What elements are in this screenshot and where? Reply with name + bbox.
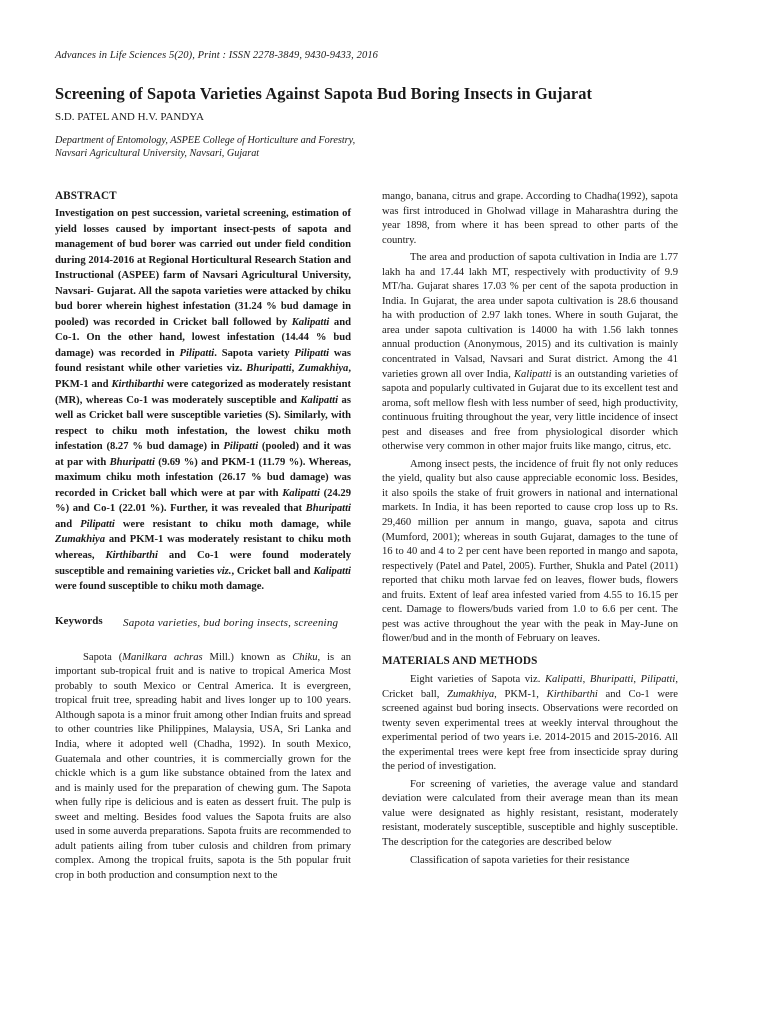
variety-name: Bhuripatti <box>305 503 351 515</box>
area-production-paragraph <box>382 251 678 455</box>
abstract-segment: were categorized as moderately resistant (MR), whereas Co-1 was moderately susceptible and <box>55 379 351 406</box>
abstract-segment: (9.69 %) and PKM-1 (11.79 %). Whereas, maximum chiku moth infestation (26.17 % bud damage) was recorded in Cricket ball which were at par with <box>55 456 352 499</box>
variety-name: Bhuripatti <box>589 673 634 685</box>
abstract-segment: (pooled) and it was at par with <box>55 441 351 468</box>
affiliation-line: Navsari Agricultural University, Navsari, Gujarat <box>55 148 260 159</box>
variety-name: Kalipatti <box>282 487 320 499</box>
abstract-segment: and <box>55 518 81 530</box>
variety-name: Zumakhiya <box>55 534 106 546</box>
abstract-segment: as well as Cricket ball were susceptible varieties (S). Similarly, with respect to chiku moth infestation, the lowest chiku moth infestation (8.27 % bud damage) in <box>55 394 351 453</box>
variety-name: Kalipatti <box>300 394 339 406</box>
latin-abbrev: viz. <box>217 565 232 577</box>
keywords-row <box>55 615 351 631</box>
text-segment: The area and production of sapota cultivation in India are 1.77 lakh ha and 17.44 lakh MT, respectively with productivity of 9.9 MT/ha. Gujarat shares 17.03 % per cent of the sapota production in India. In Gujarat, the area under sapota cultivation is 28.6 thousand ha with production of 2.97 lakh tones. Where in south Gujarat, the area under sapota cultivation is 14000 ha with 1.56 lakh tonnes annual production (Anonymous, 2015) and its cultivation is mainly concentrated in Valsad, Navsari and Surat district. Among the 41 varieties grown all over India, <box>382 252 678 380</box>
text-segment: Eight varieties of Sapota viz. <box>410 673 545 685</box>
left-column <box>55 190 351 883</box>
variety-name: Kalipatti <box>291 316 330 328</box>
variety-name: Bhuripatti <box>109 456 155 468</box>
abstract-segment: (24.29 %) and Co-1 (22.01 %). Further, it was revealed that <box>55 487 352 515</box>
variety-name: Pilipatti <box>640 673 676 685</box>
variety-name: Kalipatti <box>544 673 583 685</box>
text-segment: Mill.) known as <box>202 651 293 663</box>
variety-name: Bhuripatti <box>246 363 292 375</box>
variety-name: Kalipatti <box>313 565 351 577</box>
classification-paragraph: Classification of sapota varieties for their resistance <box>410 854 630 866</box>
text-segment: and Co-1 were screened against bud boring insects. Observations were recorded on twenty seven experimental trees at weekly interval throughout the experimental period of two years i.e. 2014-2015 and 2015-2016. All the experimental trees were kept free from insecticide spray during the period of investigation. <box>382 688 678 773</box>
journal-citation: Advances in Life Sciences 5(20), Print : ISSN 2278-3849, 9430-9433, 2016 <box>55 50 379 61</box>
intro-paragraph <box>55 651 351 884</box>
abstract-segment: was found resistant while other varieties viz. <box>55 347 351 375</box>
abstract-text <box>55 206 351 595</box>
abstract-segment: were resistant to chiku moth damage, while <box>114 518 351 530</box>
keywords-label: Keywords <box>55 614 103 627</box>
paper-title: Screening of Sapota Varieties Against Sapota Bud Boring Insects in Gujarat <box>55 84 593 103</box>
right-column <box>382 190 678 868</box>
variety-name: Kalipatti <box>513 368 552 380</box>
screening-method-paragraph: For screening of varieties, the average value and standard deviation were calculated from their average mean than its mean value were designated as highly resistant, resistant, moderately resistant, moderately susceptible, susceptible and highly susceptible. The description for the categories are described below <box>382 778 678 848</box>
text-segment: , Cricket ball, <box>382 673 679 700</box>
text-segment: Sapota ( <box>83 651 123 663</box>
affiliation-line: Department of Entomology, ASPEE College of Horticulture and Forestry, <box>55 135 356 146</box>
intro-continuation: mango, banana, citrus and grape. According to Chadha(1992), sapota was first introduced in Gholwad village in Maharashtra during the year 1898, from where it has been spread to other parts of the country. <box>382 191 678 246</box>
scientific-name: Manilkara achras <box>122 651 203 663</box>
methods-heading: MATERIALS AND METHODS <box>382 654 538 667</box>
variety-name: Zumakhiya <box>298 363 349 375</box>
variety-name: Pilipatti <box>80 518 115 530</box>
variety-name: Kirthibarthi <box>111 379 164 391</box>
insect-pests-paragraph: Among insect pests, the incidence of fruit fly not only reduces the yield, quality but also cause appreciable economic loss. Besides, it also spoils the stake of fruit growers in national and international markets. In India, it has been reported to cause crop loss up to Rs. 29,460 million per annum in mango, guava, sapota and citrus (Mumford, 2001); whereas in south Gujarat, damages to the tune of 16 to 40 and 4 to 2 per cent have been reported in mango and sapota, respectively (Patel and Patel, 2005). Further, Shukla and Patel (2011) reported that chiku moth larvae fed on leaves, flower buds, flowers and fruits. Extent of leaf area infested varied from 4.55 to 16.15 per cent. Damage to flowers/buds varied from 1.0 to 6.6 per cent. The pest was active throughout the year with the peak in May-June on flower/bud and in the month of February on leaves. <box>382 458 678 645</box>
variety-name: Kirthibarthi <box>105 550 158 562</box>
abstract-segment: and Co-1. On the other hand, lowest infestation (14.44 % bud damage) was recorded in <box>55 316 351 359</box>
affiliation <box>55 134 655 160</box>
abstract-segment: . Sapota variety <box>214 347 295 359</box>
text-segment: , PKM-1, <box>494 688 547 700</box>
abstract-segment: Investigation on pest succession, varietal screening, estimation of yield losses caused by important insect-pests of sapota and management of bud borer was carried out under field condition during 2014-2016 at Regional Horticultural Research Station and Instructional (ASPEE) farm of Navsari Agricultural University, Navsari- Gujarat. All the sapota varieties were attacked by chiku bud borer wherein highest infestation (31.24 % bud damage in pooled) was recorded in Cricket ball followed by <box>55 208 351 328</box>
text-segment: , <box>633 673 641 685</box>
author-line: S.D. PATEL AND H.V. PANDYA <box>55 111 204 123</box>
abstract-segment: and PKM-1 was moderately resistant to chiku moth whereas, <box>55 534 351 562</box>
abstract-segment: were found susceptible to chiku moth damage. <box>55 581 265 593</box>
abstract-heading: ABSTRACT <box>55 190 117 202</box>
text-segment: is an outstanding varieties of sapota and popularly cultivated in Gujarat due to its excellent test and aroma, soft mellow flesh with less number of seed, high productivity, continuous fruiting throughout the year, very little incidence of insect pest and diseases and free from physiological disorder which otherwise very common in other major fruits like mango, citrus, etc. <box>382 368 678 453</box>
abstract-segment: , PKM-1 and <box>55 363 351 391</box>
common-name: Chiku <box>292 651 318 663</box>
variety-name: Kirthibarthi <box>546 688 598 700</box>
variety-name: Pilipatti <box>179 347 215 359</box>
variety-name: Pilipatti <box>294 347 330 359</box>
keywords-text: Sapota varieties, bud boring insects, screening <box>123 616 339 629</box>
abstract-segment: and Co-1 were found moderately susceptible and remaining varieties <box>55 550 351 577</box>
text-segment: , <box>582 673 590 685</box>
variety-name: Zumakhiya <box>447 688 495 700</box>
methods-paragraph <box>382 673 678 775</box>
variety-name: Pilipatti <box>223 441 259 453</box>
abstract-segment: , <box>291 363 299 375</box>
abstract-segment: , Cricket ball and <box>231 565 314 577</box>
text-segment: , is an important sub-tropical fruit and is native to tropical America Most probably to south Mexico or Central America. It is evergreen, tropical fruit tree, spreading habit and lives longer up to 100 years. Although sapota is a minor fruit among other Indian fruits and spread to other countries like Philippines, Malaysia, USA, Sri Lanka and India, where it adopted well (Chadha, 1992). In south Mexico, Guatemala and other countries, it is commercially grown for the chickle which is a gum like substance obtained from the latex and and is mainly used for the preparation of chewing gum. The Sapota when fully ripe is delicious and is eaten as dessert fruit. The pulp is sweet and melting. Besides food values the Sapota fruits are also used in some auverda preparations. Sapota fruits are recommended to adult patients ailing from tuber culosis and children from primary complex. Among the tropical fruits, sapota is the 5th popular fruit crop in both production and consumption next to the <box>55 651 351 881</box>
